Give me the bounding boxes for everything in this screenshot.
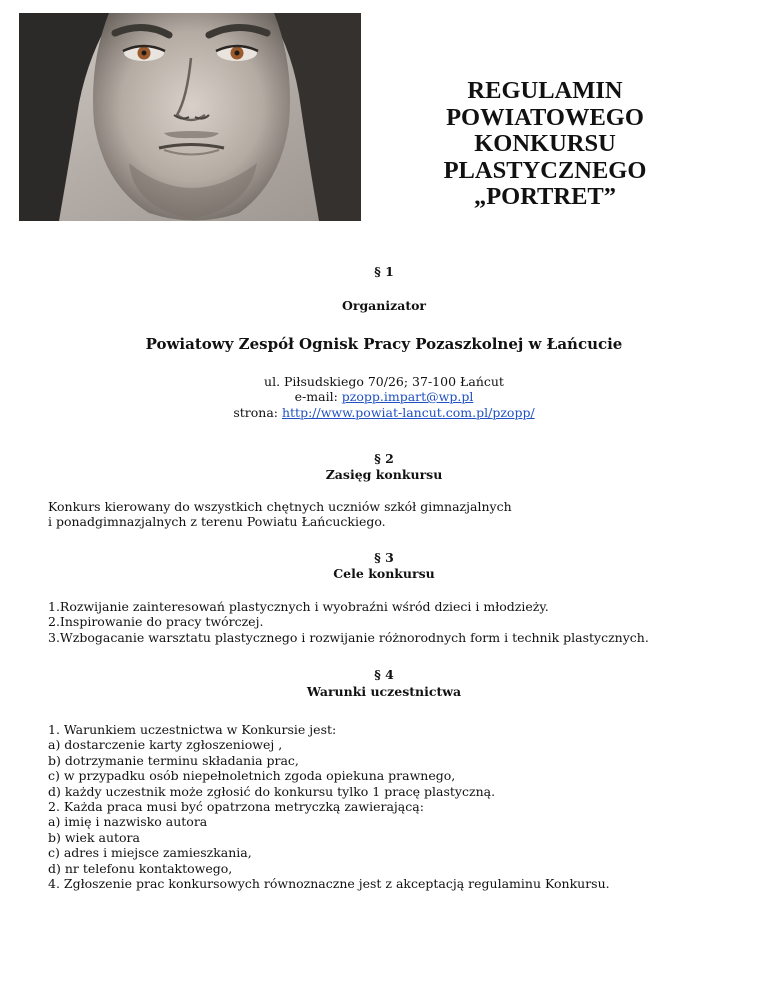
email-label: e-mail: (294, 389, 338, 404)
title-line: „PORTRET” (473, 183, 617, 210)
list-item: 3.Wzbogacanie warsztatu plastycznego i rozwijanie różnorodnych form i technik plastycznych. (48, 629, 649, 645)
section1-number: § 1 (374, 264, 394, 279)
organizer-website-line (0, 405, 768, 420)
list-item: a) dostarczenie karty zgłoszeniowej , (48, 737, 283, 753)
section4-body (48, 722, 748, 891)
title-line: REGULAMIN (467, 77, 623, 104)
website-label: strona: (233, 405, 278, 420)
section3-number: § 3 (374, 550, 394, 565)
list-item: a) imię i nazwisko autora (48, 814, 208, 830)
text-line: Konkurs kierowany do wszystkich chętnych uczniów szkół gimnazjalnych (48, 499, 512, 514)
section4-heading: Warunki uczestnictwa (306, 684, 462, 699)
list-item: 2. Każda praca musi być opatrzona metryczką zawierającą: (48, 799, 424, 815)
section3-body (48, 599, 748, 645)
title-line: POWIATOWEGO (446, 103, 644, 131)
section4-number: § 4 (374, 667, 394, 682)
title-line: KONKURSU (474, 130, 616, 157)
website-link[interactable]: http://www.powiat-lancut.com.pl/pzopp/ (281, 405, 535, 420)
list-item: 2.Inspirowanie do pracy twórczej. (48, 614, 264, 630)
list-item: 4. Zgłoszenie prac konkursowych równoznaczne jest z akceptacją regulaminu Konkursu. (48, 876, 610, 892)
email-link[interactable]: pzopp.impart@wp.pl (341, 389, 474, 404)
list-item: c) w przypadku osób niepełnoletnich zgoda opiekuna prawnego, (48, 768, 456, 784)
list-item: d) każdy uczestnik może zgłosić do konkursu tylko 1 pracę plastyczną. (48, 783, 496, 799)
organizer-email-line (0, 389, 768, 404)
list-item: 1.Rozwijanie zainteresowań plastycznych i wyobraźni wśród dzieci i młodzieży. (48, 599, 549, 614)
list-item: b) dotrzymanie terminu składania prac, (48, 752, 299, 768)
list-item: d) nr telefonu kontaktowego, (48, 860, 233, 876)
document-title (420, 78, 670, 211)
title-line: PLASTYCZNEGO (443, 156, 647, 184)
list-item: b) wiek autora (48, 829, 140, 845)
text-line: i ponadgimnazjalnych z terenu Powiatu Łańcuckiego. (48, 514, 386, 530)
list-item: 1. Warunkiem uczestnictwa w Konkursie jest: (48, 722, 337, 737)
section2-heading: Zasięg konkursu (325, 467, 443, 482)
organizer-address: ul. Piłsudskiego 70/26; 37-100 Łańcut (264, 374, 504, 389)
list-item: c) adres i miejsce zamieszkania, (48, 845, 252, 861)
portrait-image (19, 13, 361, 221)
section3-heading: Cele konkursu (333, 566, 435, 581)
section1-heading: Organizator (341, 298, 427, 313)
section2-number: § 2 (374, 451, 394, 466)
organizer-name: Powiatowy Zespół Ognisk Pracy Pozaszkolnej w Łańcucie (145, 335, 623, 353)
section2-body (48, 499, 748, 530)
